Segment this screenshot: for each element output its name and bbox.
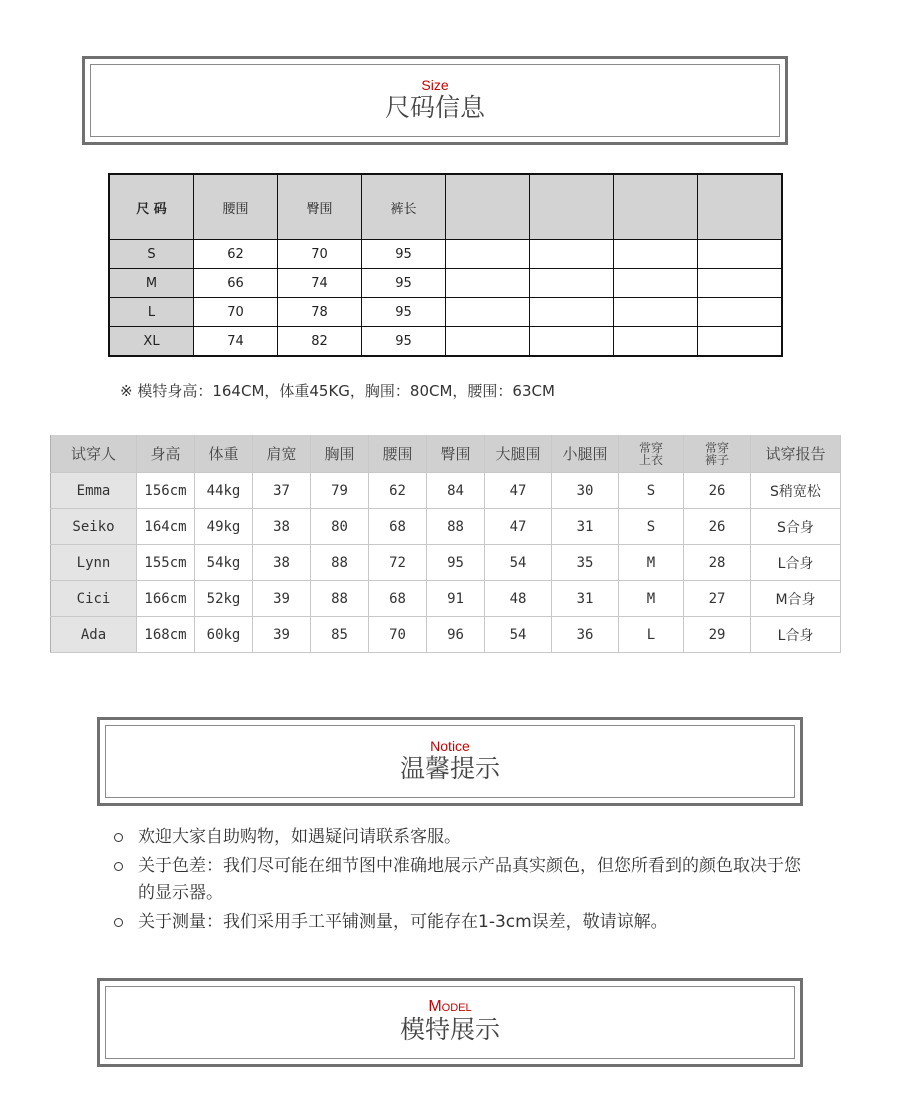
- size-table-header-cell: [446, 174, 530, 240]
- size-table-header-cell: 臀围: [278, 174, 362, 240]
- fit-value-cell: 39: [253, 581, 311, 617]
- size-value-cell: 95: [362, 269, 446, 298]
- notice-banner-en: Notice: [430, 738, 470, 754]
- fit-value-cell: 26: [684, 509, 751, 545]
- fit-value-cell: 84: [427, 473, 485, 509]
- size-banner: [82, 56, 788, 145]
- tester-name-cell: Lynn: [51, 545, 137, 581]
- fit-value-cell: 168cm: [137, 617, 195, 653]
- fit-value-cell: 85: [311, 617, 369, 653]
- size-value-cell: [698, 269, 783, 298]
- fit-table-header-cell: 肩宽: [253, 435, 311, 473]
- fit-value-cell: 47: [485, 473, 552, 509]
- fit-table-header-line: 上衣: [638, 452, 663, 467]
- size-label-cell: L: [109, 298, 194, 327]
- tester-name-cell: Ada: [51, 617, 137, 653]
- fit-value-cell: 30: [552, 473, 619, 509]
- fit-value-cell: M: [619, 545, 684, 581]
- fit-table-header-cell: 腰围: [369, 435, 427, 473]
- size-table-header-cell: 尺 码: [109, 174, 194, 240]
- notice-banner-cn: 温馨提示: [399, 754, 500, 783]
- fit-value-cell: S: [619, 473, 684, 509]
- fit-table-header-cell: 大腿围: [485, 435, 552, 473]
- size-table-row: [109, 298, 782, 327]
- size-banner-en: Size: [421, 77, 449, 93]
- size-value-cell: [614, 327, 698, 357]
- size-table-header-cell: [614, 174, 698, 240]
- size-value-cell: 95: [362, 327, 446, 357]
- model-banner-cn: 模特展示: [399, 1015, 500, 1044]
- fit-value-cell: 79: [311, 473, 369, 509]
- size-label-cell: S: [109, 240, 194, 269]
- size-value-cell: 82: [278, 327, 362, 357]
- size-value-cell: 95: [362, 240, 446, 269]
- fit-value-cell: M: [619, 581, 684, 617]
- size-value-cell: [614, 269, 698, 298]
- size-value-cell: [530, 240, 614, 269]
- fit-table-header-cell: 试穿人: [51, 435, 137, 473]
- size-value-cell: 70: [194, 298, 278, 327]
- fit-value-cell: 28: [684, 545, 751, 581]
- size-value-cell: [446, 327, 530, 357]
- fit-value-cell: S稍宽松: [751, 473, 841, 509]
- fit-value-cell: L合身: [751, 545, 841, 581]
- tester-name-cell: Emma: [51, 473, 137, 509]
- fit-value-cell: 96: [427, 617, 485, 653]
- size-value-cell: [530, 298, 614, 327]
- fit-value-cell: 54: [485, 545, 552, 581]
- size-value-cell: [698, 298, 783, 327]
- size-table-row: [109, 269, 782, 298]
- fit-value-cell: M合身: [751, 581, 841, 617]
- fit-value-cell: 31: [552, 581, 619, 617]
- tester-name-cell: Cici: [51, 581, 137, 617]
- size-label-cell: M: [109, 269, 194, 298]
- size-value-cell: [530, 269, 614, 298]
- fit-value-cell: 155cm: [137, 545, 195, 581]
- fit-value-cell: 27: [684, 581, 751, 617]
- size-value-cell: 62: [194, 240, 278, 269]
- fit-value-cell: 88: [311, 581, 369, 617]
- size-table: [108, 173, 783, 357]
- size-value-cell: [614, 298, 698, 327]
- size-value-cell: 74: [194, 327, 278, 357]
- size-table-header-cell: [698, 174, 783, 240]
- fit-value-cell: 48: [485, 581, 552, 617]
- tester-name-cell: Seiko: [51, 509, 137, 545]
- notice-item: 关于测量：我们采用手工平铺测量，可能存在1-3cm误差，敬请谅解。: [112, 909, 812, 936]
- fit-table-header-line: 裤子: [704, 452, 729, 467]
- size-value-cell: 95: [362, 298, 446, 327]
- notice-item: 欢迎大家自助购物，如遇疑问请联系客服。: [112, 824, 812, 851]
- size-table-row: [109, 240, 782, 269]
- size-value-cell: 74: [278, 269, 362, 298]
- size-banner-cn: 尺码信息: [384, 93, 485, 122]
- fit-table-header-row: [51, 435, 841, 473]
- size-value-cell: [614, 240, 698, 269]
- fit-value-cell: 62: [369, 473, 427, 509]
- fit-value-cell: 88: [427, 509, 485, 545]
- circle-bullet-icon: [114, 833, 123, 842]
- fit-value-cell: 91: [427, 581, 485, 617]
- fit-value-cell: 60kg: [195, 617, 253, 653]
- size-value-cell: [446, 298, 530, 327]
- fit-value-cell: 68: [369, 509, 427, 545]
- notice-item: 关于色差：我们尽可能在细节图中准确地展示产品真实颜色，但您所看到的颜色取决于您的显示器。: [112, 853, 812, 907]
- fit-value-cell: L: [619, 617, 684, 653]
- fit-value-cell: 38: [253, 509, 311, 545]
- fit-value-cell: S合身: [751, 509, 841, 545]
- fit-value-cell: 80: [311, 509, 369, 545]
- model-note: ※ 模特身高：164CM，体重45KG，胸围：80CM，腰围：63CM: [120, 382, 555, 400]
- fit-value-cell: 35: [552, 545, 619, 581]
- size-value-cell: [446, 240, 530, 269]
- fit-table-header-cell: [684, 435, 751, 473]
- fit-table-row: [51, 617, 841, 653]
- size-value-cell: [530, 327, 614, 357]
- fit-table-row: [51, 473, 841, 509]
- notice-list: [112, 824, 812, 938]
- fit-value-cell: 31: [552, 509, 619, 545]
- fit-value-cell: 26: [684, 473, 751, 509]
- fit-table-header-cell: 身高: [137, 435, 195, 473]
- notice-banner: [97, 717, 803, 806]
- fit-table-header-cell: 试穿报告: [751, 435, 841, 473]
- fit-table-header-line: 常穿: [638, 440, 663, 455]
- fit-table-header-line: 常穿: [704, 440, 729, 455]
- fit-table-header-cell: 小腿围: [552, 435, 619, 473]
- fit-table-header-cell: 胸围: [311, 435, 369, 473]
- circle-bullet-icon: [114, 918, 123, 927]
- fit-value-cell: 72: [369, 545, 427, 581]
- size-label-cell: XL: [109, 327, 194, 357]
- fit-value-cell: L合身: [751, 617, 841, 653]
- size-value-cell: 66: [194, 269, 278, 298]
- fit-value-cell: 68: [369, 581, 427, 617]
- size-table-row: [109, 327, 782, 357]
- fit-value-cell: 36: [552, 617, 619, 653]
- fit-value-cell: S: [619, 509, 684, 545]
- circle-bullet-icon: [114, 862, 123, 871]
- fit-table-header-cell: 臀围: [427, 435, 485, 473]
- fit-value-cell: 95: [427, 545, 485, 581]
- fit-value-cell: 166cm: [137, 581, 195, 617]
- size-value-cell: [698, 327, 783, 357]
- size-table-header-cell: [530, 174, 614, 240]
- fit-value-cell: 70: [369, 617, 427, 653]
- fit-value-cell: 52kg: [195, 581, 253, 617]
- fit-value-cell: 37: [253, 473, 311, 509]
- size-table-header-cell: 腰围: [194, 174, 278, 240]
- fit-table-row: [51, 509, 841, 545]
- fit-value-cell: 54: [485, 617, 552, 653]
- fit-table: [50, 435, 841, 653]
- fit-table-header-cell: 体重: [195, 435, 253, 473]
- fit-value-cell: 47: [485, 509, 552, 545]
- fit-table-row: [51, 545, 841, 581]
- fit-table-row: [51, 581, 841, 617]
- fit-value-cell: 29: [684, 617, 751, 653]
- size-table-header-row: [109, 174, 782, 240]
- model-banner-en: Model: [428, 998, 472, 1015]
- fit-value-cell: 156cm: [137, 473, 195, 509]
- fit-value-cell: 38: [253, 545, 311, 581]
- fit-table-header-cell: [619, 435, 684, 473]
- size-value-cell: [446, 269, 530, 298]
- fit-value-cell: 164cm: [137, 509, 195, 545]
- size-value-cell: 78: [278, 298, 362, 327]
- size-table-header-cell: 裤长: [362, 174, 446, 240]
- model-banner: [97, 978, 803, 1067]
- fit-value-cell: 44kg: [195, 473, 253, 509]
- fit-value-cell: 54kg: [195, 545, 253, 581]
- fit-value-cell: 39: [253, 617, 311, 653]
- size-value-cell: 70: [278, 240, 362, 269]
- fit-value-cell: 49kg: [195, 509, 253, 545]
- size-value-cell: [698, 240, 783, 269]
- fit-value-cell: 88: [311, 545, 369, 581]
